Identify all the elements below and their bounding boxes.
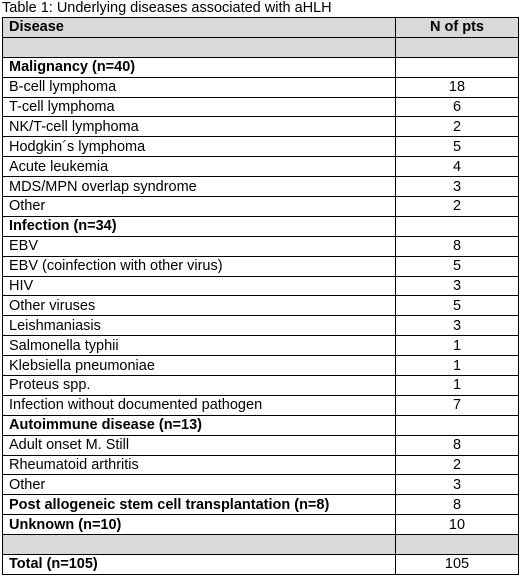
row-value [396,415,519,435]
table-row [3,276,519,296]
row-value [396,37,519,57]
row-value: 3 [396,316,519,336]
table-row [3,336,519,356]
row-label: Infection without documented pathogen [3,395,396,415]
table-row [3,535,519,555]
row-label: HIV [3,276,396,296]
row-label: Post allogeneic stem cell transplantation (n=8) [3,495,396,515]
row-label: Hodgkin´s lymphoma [3,137,396,157]
table-row [3,455,519,475]
row-value: 2 [396,197,519,217]
table-row [3,236,519,256]
row-label: Rheumatoid arthritis [3,455,396,475]
row-label: Autoimmune disease (n=13) [3,415,396,435]
row-value: 6 [396,97,519,117]
table-row [3,435,519,455]
table-row [3,57,519,77]
diseases-table [2,17,519,575]
row-label: T-cell lymphoma [3,97,396,117]
row-label [3,37,396,57]
row-label: Malignancy (n=40) [3,57,396,77]
table-row [3,77,519,97]
row-value: 5 [396,296,519,316]
row-value: 3 [396,276,519,296]
row-value: 7 [396,395,519,415]
row-label: Unknown (n=10) [3,515,396,535]
row-label: Salmonella typhii [3,336,396,356]
table-row [3,256,519,276]
row-value: 1 [396,376,519,396]
row-label: Other viruses [3,296,396,316]
row-label: Total (n=105) [3,555,396,575]
header-disease: Disease [3,18,396,38]
table-row [3,296,519,316]
row-label: Klebsiella pneumoniae [3,356,396,376]
table-row [3,515,519,535]
table-row [3,157,519,177]
row-value: 8 [396,435,519,455]
row-label: Acute leukemia [3,157,396,177]
table-row [3,555,519,575]
row-value: 3 [396,177,519,197]
row-value: 2 [396,117,519,137]
row-value: 2 [396,455,519,475]
row-label [3,535,396,555]
row-label: Other [3,475,396,495]
table-row [3,97,519,117]
row-value: 1 [396,336,519,356]
table-caption: Table 1: Underlying diseases associated with aHLH [2,0,332,16]
row-value [396,216,519,236]
table-row [3,356,519,376]
row-value: 8 [396,236,519,256]
table-row [3,177,519,197]
table-row [3,415,519,435]
row-label: EBV (coinfection with other virus) [3,256,396,276]
table-header-row [3,18,519,38]
row-value: 105 [396,555,519,575]
row-value [396,535,519,555]
table-row [3,376,519,396]
table-row [3,197,519,217]
row-value [396,57,519,77]
table-row [3,216,519,236]
table-row [3,37,519,57]
row-label: NK/T-cell lymphoma [3,117,396,137]
row-label: EBV [3,236,396,256]
row-label: Proteus spp. [3,376,396,396]
row-value: 5 [396,256,519,276]
row-label: Infection (n=34) [3,216,396,236]
table-row [3,117,519,137]
row-label: Other [3,197,396,217]
table-row [3,495,519,515]
row-value: 18 [396,77,519,97]
row-value: 4 [396,157,519,177]
row-value: 1 [396,356,519,376]
row-label: MDS/MPN overlap syndrome [3,177,396,197]
table-row [3,395,519,415]
table-row [3,475,519,495]
table-body [3,18,519,575]
row-value: 5 [396,137,519,157]
row-value: 10 [396,515,519,535]
table-row [3,316,519,336]
header-n-of-pts: N of pts [396,18,519,38]
row-value: 3 [396,475,519,495]
row-value: 8 [396,495,519,515]
row-label: B-cell lymphoma [3,77,396,97]
table-row [3,137,519,157]
row-label: Adult onset M. Still [3,435,396,455]
row-label: Leishmaniasis [3,316,396,336]
